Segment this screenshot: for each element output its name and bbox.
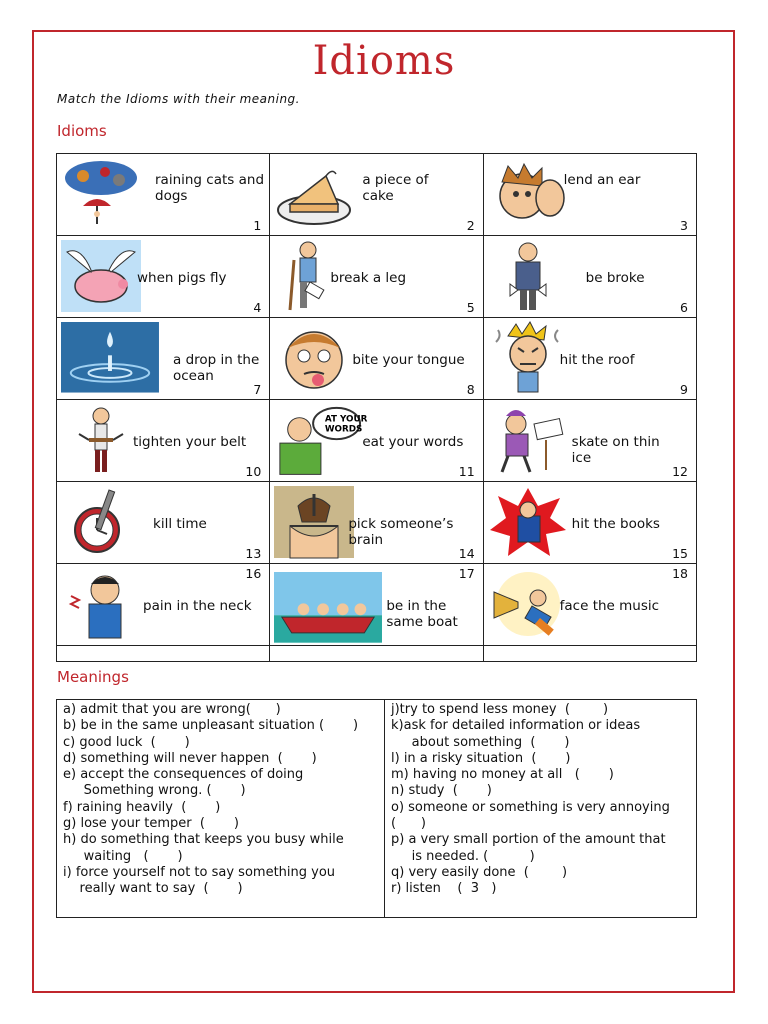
meaning-line: really want to say ( ) (63, 881, 243, 897)
meaning-line: r) listen ( 3 ) (391, 881, 497, 897)
idiom-text: pain in the neck (143, 598, 252, 614)
idiom-number: 11 (458, 464, 475, 479)
idiom-cell (483, 154, 696, 236)
idiom-number: 5 (466, 300, 475, 315)
idiom-cell (483, 564, 696, 646)
meaning-line: i) force yourself not to say something you (63, 864, 336, 880)
blank-row (57, 646, 697, 662)
flying-pig-image (61, 240, 141, 312)
meaning-line: j)try to spend less money ( ) (391, 702, 609, 717)
idiom-text: be in the same boat (386, 598, 458, 630)
blank-cell (270, 646, 483, 662)
idiom-row (57, 154, 697, 236)
meaning-line: c) good luck ( ) (63, 734, 190, 750)
meaning-line: about something ( ) (391, 734, 570, 750)
meanings-box (56, 699, 697, 918)
idiom-text: tighten your belt (133, 434, 247, 450)
meaning-line: is needed. ( ) (391, 848, 535, 864)
page-title: Idioms (312, 38, 456, 84)
ice-skater-image (488, 404, 568, 476)
idiom-text: when pigs fly (137, 270, 227, 286)
meaning-line: f) raining heavily ( ) (63, 799, 221, 815)
idiom-number: 17 (458, 566, 475, 581)
boy-big-ear-image (488, 158, 568, 230)
meanings-right-column (385, 700, 696, 917)
man-empty-pockets-image (488, 240, 568, 312)
idiom-cell (57, 564, 270, 646)
idiom-number: 1 (253, 218, 262, 233)
idiom-number: 15 (672, 546, 688, 561)
idiom-row (57, 482, 697, 564)
blank-cell (483, 646, 696, 662)
open-head-image (274, 486, 354, 558)
idiom-number: 13 (245, 546, 262, 561)
books-punch-image (488, 486, 568, 558)
idiom-cell (57, 400, 270, 482)
idiom-text: break a leg (330, 270, 407, 286)
idiom-number: 2 (466, 218, 475, 233)
idiom-number: 6 (680, 300, 688, 315)
idiom-number: 18 (672, 566, 688, 581)
idiom-cell (483, 482, 696, 564)
meaning-line: o) someone or something is very annoying (391, 799, 670, 815)
idiom-cell (57, 236, 270, 318)
boy-neck-pain-image (61, 568, 141, 640)
meaning-line: m) having no money at all ( ) (391, 767, 614, 783)
idiom-text: hit the books (571, 516, 660, 532)
idiom-number: 8 (466, 382, 475, 397)
meaning-line: q) very easily done ( ) (391, 864, 568, 880)
idiom-cell (270, 564, 483, 646)
meaning-line: Something wrong. ( ) (63, 783, 246, 799)
thin-man-belt-image (61, 404, 141, 476)
idiom-text: raining cats and dogs (155, 172, 265, 204)
idiom-cell (270, 318, 483, 400)
idiom-cell (57, 154, 270, 236)
idiom-number: 10 (245, 464, 262, 479)
idiom-cell (57, 482, 270, 564)
angry-man-image (488, 322, 568, 394)
idiom-text: a drop in the ocean (173, 352, 260, 384)
idiom-text: face the music (559, 598, 660, 614)
meaning-line: h) do something that keeps you busy while (63, 832, 344, 848)
biting-tongue-image (274, 322, 354, 394)
idiom-number: 9 (680, 382, 688, 397)
svg-text:AT YOUR: AT YOUR (325, 414, 368, 425)
people-in-boat-image (274, 572, 382, 644)
meaning-line: a) admit that you are wrong( ) (63, 702, 281, 717)
meaning-line: p) a very small portion of the amount that (391, 832, 666, 848)
idiom-text: hit the roof (559, 352, 635, 368)
idiom-cell (270, 236, 483, 318)
meaning-line: l) in a risky situation ( ) (391, 750, 571, 766)
meaning-line: waiting ( ) (63, 848, 183, 864)
idiom-cell (270, 400, 483, 482)
idiom-text: kill time (153, 516, 207, 532)
idiom-cell (483, 400, 696, 482)
meaning-line: n) study ( ) (391, 783, 492, 799)
idiom-row (57, 564, 697, 646)
idiom-number: 4 (253, 300, 262, 315)
idiom-row (57, 236, 697, 318)
idiom-text: skate on thin ice (571, 434, 660, 466)
idiom-text: bite your tongue (352, 352, 465, 368)
idiom-cell (57, 318, 270, 400)
meaning-line: b) be in the same unpleasant situation ( ) (63, 718, 359, 734)
meaning-line: d) something will never happen ( ) (63, 750, 317, 766)
instruction-text: Match the Idioms with their meaning. (57, 92, 300, 106)
raining-cats-dogs-image (61, 158, 141, 230)
idiom-number: 3 (680, 218, 688, 233)
idiom-row (57, 318, 697, 400)
idiom-cell (483, 318, 696, 400)
idioms-heading: Idioms (57, 122, 107, 140)
trumpet-boy-image (488, 568, 568, 640)
meaning-line: g) lose your temper ( ) (63, 816, 239, 832)
clock-knife-image (61, 486, 141, 558)
idiom-number: 14 (458, 546, 475, 561)
idiom-row (57, 400, 697, 482)
idioms-grid (56, 153, 697, 662)
man-eating-words-image (274, 404, 368, 476)
blank-cell (57, 646, 270, 662)
meaning-line: k)ask for detailed information or ideas (391, 718, 641, 734)
svg-text:WORDS: WORDS (325, 424, 363, 435)
meanings-left-column (57, 700, 385, 917)
idiom-text: pick someone’s brain (348, 516, 454, 548)
meaning-line: e) accept the consequences of doing (63, 767, 304, 783)
idiom-number: 7 (253, 382, 262, 397)
idiom-number: 16 (245, 566, 262, 581)
idiom-text: lend an ear (563, 172, 641, 188)
meaning-line: ( ) (391, 816, 426, 832)
meanings-heading: Meanings (57, 668, 129, 686)
idiom-text: be broke (585, 270, 645, 286)
idiom-text: a piece of cake (362, 172, 429, 204)
idiom-number: 12 (672, 464, 688, 479)
idiom-text: eat your words (362, 434, 464, 450)
idiom-cell (270, 154, 483, 236)
water-drop-image (61, 322, 159, 394)
cake-slice-image (274, 158, 354, 230)
idiom-cell (270, 482, 483, 564)
idiom-cell (483, 236, 696, 318)
